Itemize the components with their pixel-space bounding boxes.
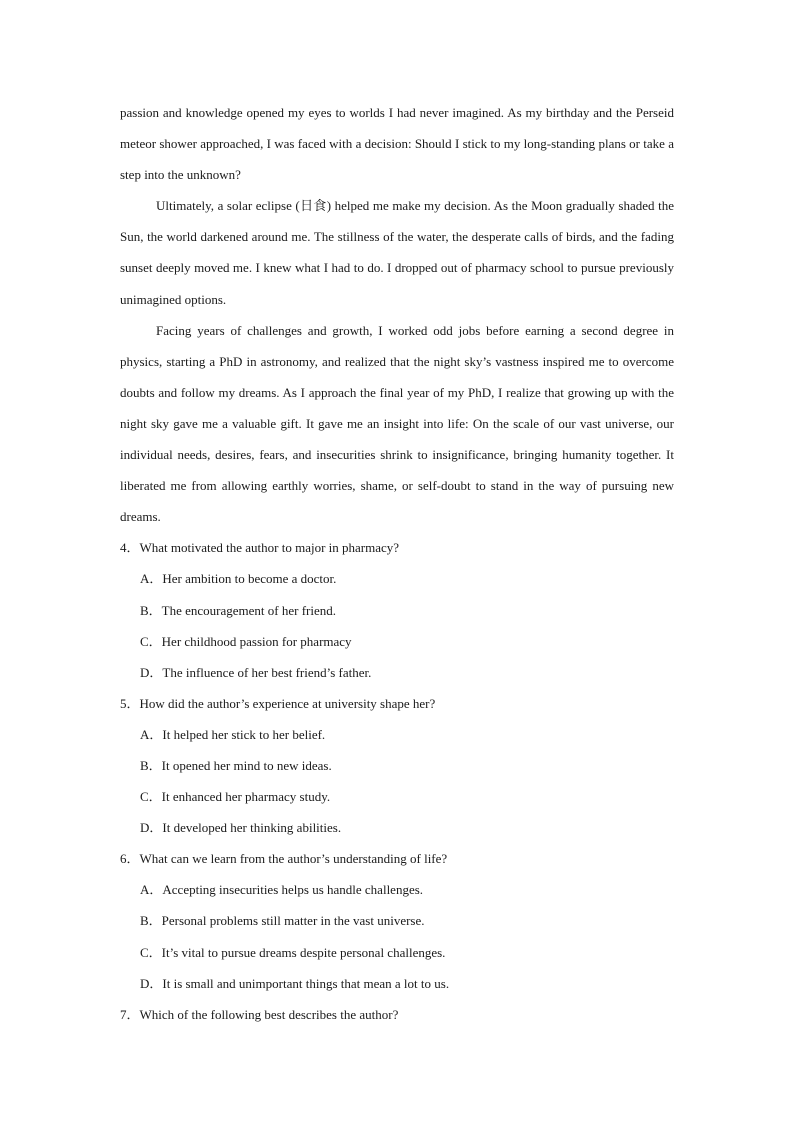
question-stem: 6．What can we learn from the author’s understanding of life? [120,851,448,867]
question-5 [120,688,674,843]
option-b[interactable]: B．The encouragement of her friend. [140,602,337,618]
question-7 [120,999,674,1030]
question-stem: 5．How did the author’s experience at university shape her? [120,695,436,711]
passage-paragraph-1: passion and knowledge opened my eyes to worlds I had never imagined. As my birthday and the Perseid meteor shower approached, I was faced with a decision: Should I stick to my long-standing plans or take a step into the unknown? [120,105,674,183]
question-stem: 4．What motivated the author to major in pharmacy? [120,540,400,556]
passage-paragraph-3: Facing years of challenges and growth, I worked odd jobs before earning a second degree in physics, starting a PhD in astronomy, and realized that the night sky’s vastness inspired me to overcome doubts and follow my dreams. As I approach the final year of my PhD, I realize that growing up with the night sky gave me a valuable gift. It gave me an insight into life: On the scale of our vast universe, our individual needs, desires, fears, and insecurities shrink to insignificance, bringing humanity together. It liberated me from allowing earthly worries, shame, or self-doubt to stand in the way of pursuing new dreams. [120,322,674,525]
option-a[interactable]: A．Accepting insecurities helps us handle challenges. [140,882,424,898]
question-4 [120,532,674,687]
question-stem: 7．Which of the following best describes the author? [120,1006,399,1022]
option-a[interactable]: A．Her ambition to become a doctor. [140,571,337,587]
question-6 [120,843,674,998]
option-c[interactable]: C．It’s vital to pursue dreams despite personal challenges. [140,944,446,960]
option-c[interactable]: C．Her childhood passion for pharmacy [140,633,352,649]
passage-paragraph-2: Ultimately, a solar eclipse (日食) helped me make my decision. As the Moon gradually shaded the Sun, the world darkened around me. The stillness of the water, the desperate calls of birds, and the fading sunset deeply moved me. I knew what I had to do. I dropped out of pharmacy school to pursue previously unimagined options. [120,198,674,307]
option-b[interactable]: B．Personal problems still matter in the vast universe. [140,913,425,929]
option-c[interactable]: C．It enhanced her pharmacy study. [140,789,331,805]
option-b[interactable]: B．It opened her mind to new ideas. [140,757,332,773]
document-page [120,97,674,1030]
option-d[interactable]: D．It is small and unimportant things that mean a lot to us. [140,975,450,991]
option-a[interactable]: A．It helped her stick to her belief. [140,726,326,742]
option-d[interactable]: D．The influence of her best friend’s father. [140,664,372,680]
option-d[interactable]: D．It developed her thinking abilities. [140,820,342,836]
